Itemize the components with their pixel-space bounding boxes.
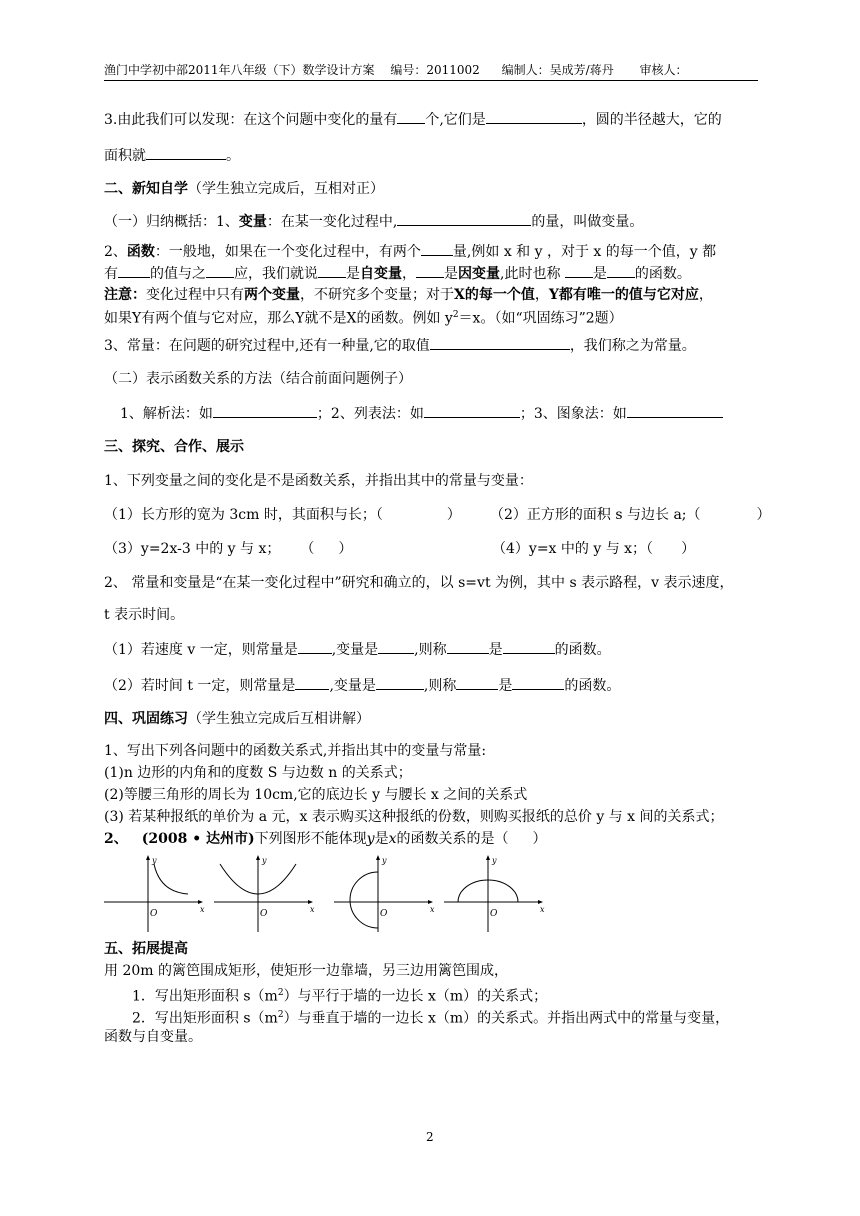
section-3-heading [104, 438, 244, 456]
text: ） [446, 507, 461, 523]
text: ， [698, 287, 713, 303]
text: (1)n 边形的内角和的度数 S 与边数 n 的关系式； [104, 765, 412, 781]
text: 是 [346, 266, 360, 282]
text: （1）若速度 v 一定，则常量是 [104, 642, 298, 658]
text: ,则称 [414, 642, 447, 658]
section-2-heading [104, 180, 384, 198]
s2-line-5 [104, 370, 412, 388]
blank[interactable] [118, 264, 150, 278]
superscript: 2 [277, 1010, 284, 1020]
origin-label: O [490, 909, 498, 919]
term: 因变量 [458, 266, 500, 282]
text: 1、下列变量之间的变化是不是函数关系，并指出其中的常量与变量： [104, 473, 533, 489]
text: 的函数。 [564, 678, 621, 694]
intro-line-1 [104, 110, 722, 129]
axis-y-label: y [492, 856, 497, 865]
text: 用 20m 的篱笆围成矩形，使矩形一边靠墙，另三边用篱笆围成， [104, 963, 508, 979]
text: 1．写出矩形面积 s（m [132, 988, 278, 1005]
graph-option-d [444, 854, 544, 934]
text: ；2、列表法：如 [316, 406, 424, 422]
term: 变量 [238, 214, 267, 230]
text: （1）长方形的宽为 3cm 时，其面积与长；（ [104, 507, 383, 523]
text: ,则称 [423, 678, 457, 694]
s3-q1-2 [490, 506, 771, 524]
origin-label: O [260, 909, 268, 919]
text: 如果Y有两个值与它对应，那么Y就不是X的函数。例如 y [104, 310, 453, 327]
blank[interactable] [565, 264, 593, 278]
axis-y-label: y [152, 856, 157, 865]
text: t 表示时间。 [104, 607, 185, 623]
section-title: 四、巩固练习 [104, 711, 188, 727]
text: 2、 [104, 831, 128, 847]
axis-x-label: x [540, 905, 545, 914]
section-5-heading [104, 940, 188, 958]
text: ，不研究多个变量；对于 [300, 287, 454, 303]
s5-line-1 [104, 962, 508, 980]
text: 函数与自变量。 [104, 1029, 202, 1045]
intro-line-2 [104, 146, 240, 165]
section-4-heading [104, 710, 370, 728]
s4-q1-3 [104, 808, 723, 826]
text: 2、 常量和变量是“在某一变化过程中”研究和确立的，以 s=vt 为例，其中 s 表示路程，v 表示速度， [104, 575, 734, 591]
page-header [104, 62, 756, 78]
text: 是 [374, 831, 389, 847]
text: 两个变量 [244, 287, 300, 303]
text: （二）表示函数关系的方法（结合前面问题例子） [104, 371, 412, 387]
text: ， [534, 287, 549, 303]
text: ,此时也称 [500, 266, 565, 282]
s2-note-line-1 [104, 286, 713, 304]
s4-q2 [104, 830, 547, 848]
term: 自变量 [360, 266, 402, 282]
text: 个,它们是 [425, 112, 486, 128]
text: （2）正方形的面积 s 与边长 a;（ [490, 507, 701, 523]
s2-line-6 [120, 404, 723, 423]
blank[interactable] [503, 640, 555, 654]
axis-x-label: x [430, 905, 435, 914]
blank[interactable] [421, 242, 453, 256]
text: 有 [104, 266, 118, 282]
blank[interactable] [295, 676, 329, 690]
text: 的函数关系的是（ [396, 831, 509, 847]
blank[interactable] [607, 264, 635, 278]
s5-line-4 [104, 1028, 202, 1046]
text: 是 [488, 642, 503, 658]
blank[interactable] [430, 336, 570, 350]
section-title: 二、新知自学 [104, 181, 188, 197]
text: (2)等腰三角形的周长为 10cm,它的底边长 y 与腰长 x 之间的关系式 [104, 787, 528, 803]
text: 2．写出矩形面积 s（m [132, 1010, 278, 1027]
origin-label: O [150, 909, 158, 919]
text: ） [756, 507, 771, 523]
s2-line-3 [104, 264, 691, 283]
blank[interactable] [146, 146, 226, 160]
superscript: 2 [277, 988, 284, 998]
text: （4）y=x 中的 y 与 x；（ [492, 541, 654, 557]
text: (3) 若某种报纸的单价为 a 元，x 表示购买这种报纸的份数，则购买报纸的总价 y 与 x 间的关系式； [104, 809, 724, 825]
s3-q2-line-1 [104, 574, 733, 592]
s3-q1-3 [104, 540, 352, 558]
section-note: （学生独立完成后，互相对正） [188, 181, 384, 197]
text: 3.由此我们可以发现：在这个问题中变化的量有 [104, 112, 398, 128]
text: 。 [226, 148, 240, 164]
term: 函数 [126, 244, 155, 260]
text: 应，我们就说 [234, 266, 318, 282]
axis-x-label: x [200, 905, 205, 914]
text: 变化过程中只有 [146, 287, 244, 303]
var-y: y [366, 831, 375, 847]
text: ,变量是 [331, 642, 379, 658]
source-label: (2008 • 达州市) [141, 831, 255, 847]
text: X的每一个值 [454, 287, 535, 303]
text: ） [338, 541, 353, 557]
axis-y-label: y [262, 856, 267, 865]
s3-q1-1 [104, 506, 461, 524]
blank[interactable] [376, 676, 424, 690]
blank[interactable] [486, 110, 582, 124]
origin-label: O [380, 909, 388, 919]
text: （一）归纳概括：1、 [104, 214, 239, 230]
text: 是 [498, 678, 513, 694]
text: 2、 [104, 244, 127, 260]
text: （3）y=2x-3 中的 y 与 x； [104, 541, 281, 557]
graph-option-a [104, 854, 204, 934]
s3-q1 [104, 472, 533, 490]
s2-note-line-2 [104, 306, 623, 328]
blank[interactable] [456, 676, 498, 690]
blank[interactable] [378, 640, 414, 654]
text: 是 [592, 266, 607, 282]
blank[interactable] [318, 264, 346, 278]
blank[interactable] [206, 264, 234, 278]
section-title: 五、拓展提高 [104, 941, 188, 957]
blank[interactable] [416, 264, 444, 278]
s4-q1-1 [104, 764, 412, 782]
graph-option-c [334, 854, 434, 934]
header-author: 编制人：吴成芳/蒋丹 [501, 63, 614, 77]
text: （ [300, 541, 315, 557]
text: 1、写出下列各问题中的函数关系式,并指出其中的变量与常量: [104, 743, 487, 759]
blank[interactable] [213, 404, 317, 418]
text: 的值与之 [150, 266, 206, 282]
text: ：一般地，如果在一个变化过程中，有两个 [154, 244, 421, 260]
text: Y都有唯一的值与它对应 [548, 287, 699, 303]
axis-y-label: y [382, 856, 387, 865]
text: 面积就 [104, 148, 146, 164]
text: 3、常量：在问题的研究过程中,还有一种量,它的取值 [104, 338, 430, 354]
s3-q2-2 [104, 676, 620, 695]
superscript: 2 [452, 310, 459, 320]
s5-line-3 [132, 1006, 729, 1028]
graph-option-b [214, 854, 314, 934]
blank[interactable] [397, 212, 531, 226]
text: ）与平行于墙的一边长 x（m）的关系式； [283, 988, 548, 1005]
blank[interactable] [447, 640, 489, 654]
text: 的函数。 [554, 642, 611, 658]
header-divider [104, 80, 758, 81]
axis-x-label: x [310, 905, 315, 914]
header-reviewer: 审核人： [639, 63, 688, 77]
s4-q1-2 [104, 786, 527, 804]
text: ）与垂直于墙的一边长 x（m）的关系式。并指出两式中的常量与变量， [283, 1010, 730, 1027]
text: 1、解析法：如 [120, 406, 213, 422]
s2-line-2 [104, 242, 716, 261]
text: ，圆的半径越大，它的 [581, 112, 722, 128]
s2-line-4 [104, 336, 696, 355]
s3-q1-4 [492, 540, 695, 558]
text: ,变量是 [329, 678, 376, 694]
header-school: 渔门中学初中部2011年八年级（下）数学设计方案 [104, 63, 375, 77]
text: 量,例如 x 和 y ，对于 x 的每一个值，y 都 [452, 244, 717, 260]
section-title: 三、探究、合作、展示 [104, 439, 244, 455]
text: 的函数。 [634, 266, 691, 282]
text: ；3、图象法：如 [519, 406, 627, 422]
blank[interactable] [512, 676, 564, 690]
text: ，我们称之为常量。 [569, 338, 696, 354]
s5-line-2 [132, 984, 547, 1006]
text: 的量，叫做变量。 [531, 214, 644, 230]
s3-q2-1 [104, 640, 611, 659]
blank[interactable] [298, 640, 332, 654]
text: ） [532, 831, 547, 847]
text: 下列图形不能体现 [254, 831, 367, 847]
var-x: x [388, 831, 397, 847]
blank[interactable] [627, 404, 723, 418]
note-label: 注意： [104, 287, 146, 303]
section-note: （学生独立完成后互相讲解） [188, 711, 370, 727]
text: ＝x。（如“巩固练习”2题） [458, 310, 623, 327]
text: ：在某一变化过程中, [266, 214, 398, 230]
s3-q2-line-2 [104, 606, 184, 624]
page-number: 2 [426, 1130, 434, 1144]
blank[interactable] [424, 404, 520, 418]
text: （2）若时间 t 一定，则常量是 [104, 678, 296, 694]
text: ） [681, 541, 696, 557]
header-number: 编号：2011002 [390, 63, 480, 77]
s2-line-1 [104, 212, 643, 231]
blank[interactable] [397, 110, 425, 124]
text: 是 [444, 266, 458, 282]
text: ， [402, 266, 416, 282]
s4-q1 [104, 742, 486, 760]
